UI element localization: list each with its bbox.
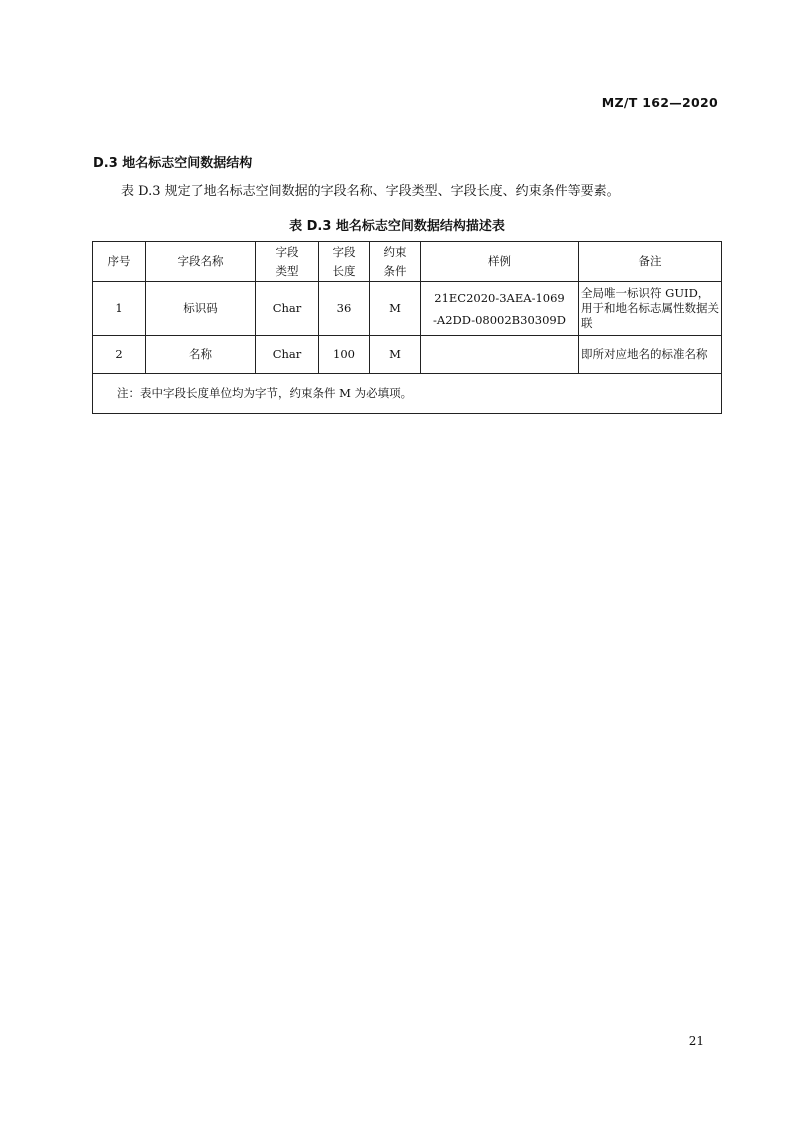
document-code: MZ/T 162—2020 bbox=[601, 95, 718, 110]
cell-example-line2: -A2DD-08002B30309D bbox=[433, 312, 566, 327]
table-row bbox=[93, 282, 722, 336]
body-paragraph: 表 D.3 规定了地名标志空间数据的字段名称、字段类型、字段长度、约束条件等要素。 bbox=[121, 184, 620, 199]
header-constraint bbox=[370, 242, 421, 282]
cell-length: 36 bbox=[319, 282, 370, 336]
table-note: 注：表中字段长度单位均为字节，约束条件 M 为必填项。 bbox=[93, 374, 722, 414]
cell-type: Char bbox=[256, 282, 319, 336]
header-seq: 序号 bbox=[93, 242, 146, 282]
table-caption: 表 D.3 地名标志空间数据结构描述表 bbox=[289, 219, 505, 234]
header-remark: 备注 bbox=[579, 242, 722, 282]
cell-example bbox=[421, 282, 579, 336]
header-example: 样例 bbox=[421, 242, 579, 282]
cell-seq: 1 bbox=[93, 282, 146, 336]
header-field-type-line2: 类型 bbox=[275, 263, 299, 278]
header-field-type-line1: 字段 bbox=[275, 244, 299, 259]
cell-constraint: M bbox=[370, 282, 421, 336]
cell-remark: 即所对应地名的标准名称 bbox=[579, 336, 722, 374]
header-field-type bbox=[256, 242, 319, 282]
header-field-length-line1: 字段 bbox=[332, 244, 356, 259]
header-constraint-line1: 约束 bbox=[383, 244, 407, 259]
data-structure-table bbox=[92, 241, 722, 414]
cell-constraint: M bbox=[370, 336, 421, 374]
cell-example-line1: 21EC2020-3AEA-1069 bbox=[434, 290, 565, 305]
page-number: 21 bbox=[688, 1034, 704, 1048]
cell-length: 100 bbox=[319, 336, 370, 374]
cell-seq: 2 bbox=[93, 336, 146, 374]
cell-remark: 全局唯一标识符 GUID，用于和地名标志属性数据关联 bbox=[579, 282, 722, 336]
table-note-row bbox=[93, 374, 722, 414]
header-field-length bbox=[319, 242, 370, 282]
cell-field-name: 标识码 bbox=[146, 282, 256, 336]
cell-type: Char bbox=[256, 336, 319, 374]
cell-example bbox=[421, 336, 579, 374]
section-heading: D.3 地名标志空间数据结构 bbox=[93, 156, 253, 171]
cell-field-name: 名称 bbox=[146, 336, 256, 374]
table-row bbox=[93, 336, 722, 374]
header-constraint-line2: 条件 bbox=[383, 263, 407, 278]
table-header-row bbox=[93, 242, 722, 282]
header-field-length-line2: 长度 bbox=[332, 263, 356, 278]
header-field-name: 字段名称 bbox=[146, 242, 256, 282]
